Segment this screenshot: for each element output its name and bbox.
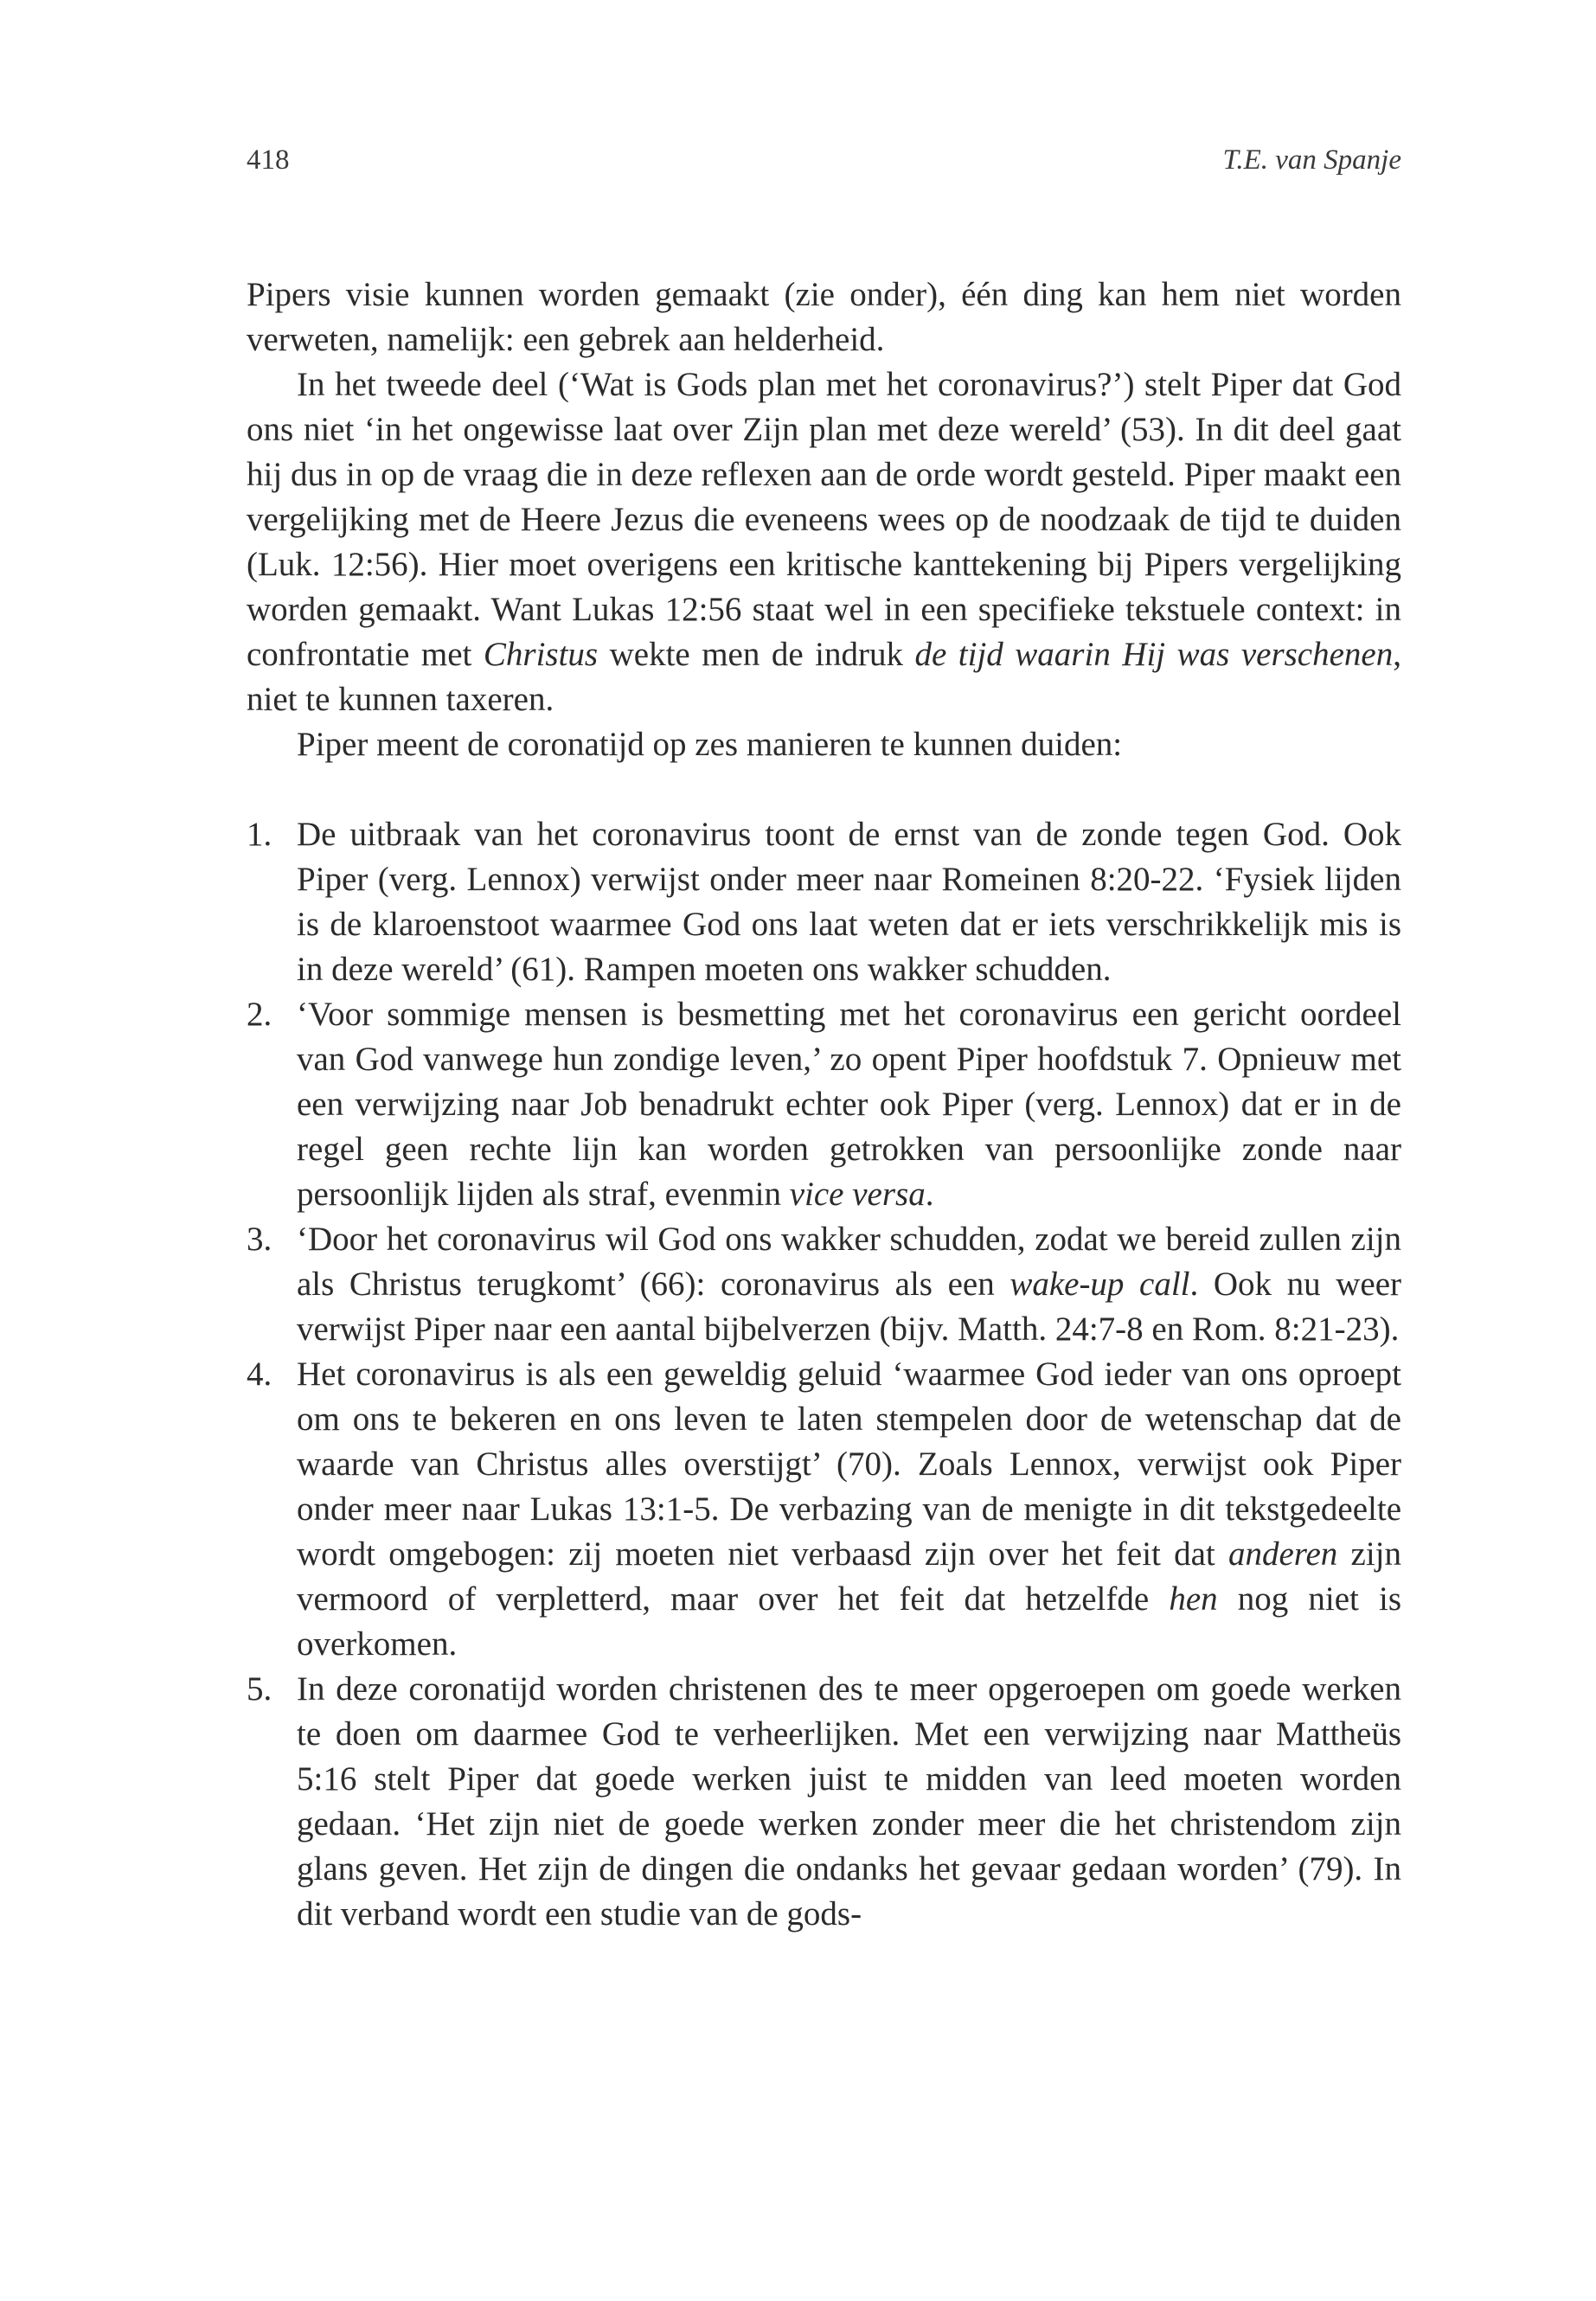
list-item-2-italic: vice versa <box>789 1176 926 1213</box>
list-item-text: De uitbraak van het coronavirus toont de ernst van de zonde tegen God. Ook Piper (verg. Lennox) verwijst onder meer naar Romeinen 8:20-22. ‘Fysiek lijden is de klaroenstoot waarmee God ons laat weten dat er iets verschrikkelijk mis is in deze wereld’ (61). Rampen moeten ons wakker schudden. <box>297 816 1401 988</box>
list-item-text <box>297 1352 1401 1667</box>
paragraph-2 <box>247 362 1401 722</box>
paragraph-2-text: In het tweede deel (‘Wat is Gods plan met het coronavirus?’) stelt Piper dat God ons niet ‘in het ongewisse laat over Zijn plan met deze wereld’ (53). In dit deel gaat hij dus in op de vraag die in deze reflexen aan de orde wordt gesteld. Piper maakt een vergelijking met de Heere Jezus die eveneens wees op de noodzaak de tijd te duiden (Luk. 12:56). Hier moet overigens een kritische kanttekening bij Pipers vergelijking worden gemaakt. Want Lukas 12:56 staat wel in een specifieke tekstuele context: in confrontatie met <box>247 366 1401 673</box>
paragraph-3: Piper meent de coronatijd op zes manieren te kunnen duiden: <box>297 726 1123 763</box>
list-item-3-end: . Ook nu weer verwijst Piper naar een aantal bijbelverzen (bijv. Matth. 24:7-8 en Rom. 8:21-23). <box>297 1266 1402 1348</box>
list-item-4 <box>247 1352 1401 1667</box>
list-item-number: 5. <box>247 1670 272 1708</box>
list-item-2-text: ‘Voor sommige mensen is besmetting met het coronavirus een gericht oordeel van God vanwege hun zondige leven,’ zo opent Piper hoofdstuk 7. Opnieuw met een verwijzing naar Job benadrukt echter ook Piper (verg. Lennox) dat er in de regel geen rechte lijn kan worden getrokken van persoonlijke zonde naar persoonlijk lijden als straf, evenmin <box>297 996 1401 1213</box>
numbered-list <box>247 812 1401 1937</box>
list-item-text: In deze coronatijd worden christenen des te meer opgeroepen om goede werken te doen om daarmee God te verheerlijken. Met een verwijzing naar Mattheüs 5:16 stelt Piper dat goede werken juist te midden van leed moeten worden gedaan. ‘Het zijn niet de goede werken zonder meer die het christendom zijn glans geven. Het zijn de dingen die ondanks het gevaar gedaan worden’ (79). In dit verband wordt een studie van de gods- <box>297 1670 1401 1932</box>
list-item-number: 2. <box>247 996 272 1033</box>
list-item-4-mid: zijn vermoord of verpletterd, maar over het feit dat hetzelfde <box>297 1535 1402 1618</box>
list-item-2-end: . <box>925 1176 934 1213</box>
list-item-number: 3. <box>247 1221 272 1258</box>
body-text <box>247 272 1401 1937</box>
list-item-4-text: Het coronavirus is als een geweldig geluid ‘waarmee God ieder van ons oproept om ons te bekeren en ons leven te laten stempelen door de wetenschap dat de waarde van Christus alles overstijgt’ (70). Zoals Lennox, verwijst ook Piper onder meer naar Lukas 13:1-5. De verbazing van de menigte in dit tekstgedeelte wordt omgebogen: zij moeten niet verbaasd zijn over het feit dat <box>297 1356 1401 1573</box>
list-item-3-italic: wake-up call <box>1010 1266 1190 1303</box>
list-item-4-italic-2: hen <box>1169 1580 1218 1618</box>
list-item-4-end: nog niet is overkomen. <box>297 1580 1401 1663</box>
running-head <box>247 138 1401 182</box>
page-number: 418 <box>247 144 290 176</box>
paragraph-2-italic-phrase: de tijd waarin Hij was verschenen <box>914 636 1394 673</box>
list-item-5 <box>247 1667 1401 1937</box>
running-head-author: T.E. van Spanje <box>1222 144 1401 176</box>
list-item-text <box>297 992 1401 1217</box>
paragraph-1: Pipers visie kunnen worden gemaakt (zie onder), één ding kan hem niet worden verweten, namelijk: een gebrek aan helderheid. <box>247 276 1401 358</box>
list-item-3-text: ‘Door het coronavirus wil God ons wakker schudden, zodat we bereid zullen zijn als Christus terugkomt’ (66): coronavirus als een <box>297 1221 1401 1303</box>
list-item-number: 4. <box>247 1356 272 1393</box>
paragraph-2-end: , niet te kunnen taxeren. <box>247 636 1401 718</box>
list-item-4-italic: anderen <box>1227 1535 1338 1573</box>
list-item-text <box>297 1217 1401 1352</box>
list-item-2 <box>247 992 1401 1217</box>
list-item-3 <box>247 1217 1401 1352</box>
paragraph-2-mid: wekte men de indruk <box>598 636 915 673</box>
list-item-number: 1. <box>247 816 272 853</box>
paragraph-2-italic-christus: Christus <box>483 636 599 673</box>
list-item-1 <box>247 812 1401 992</box>
